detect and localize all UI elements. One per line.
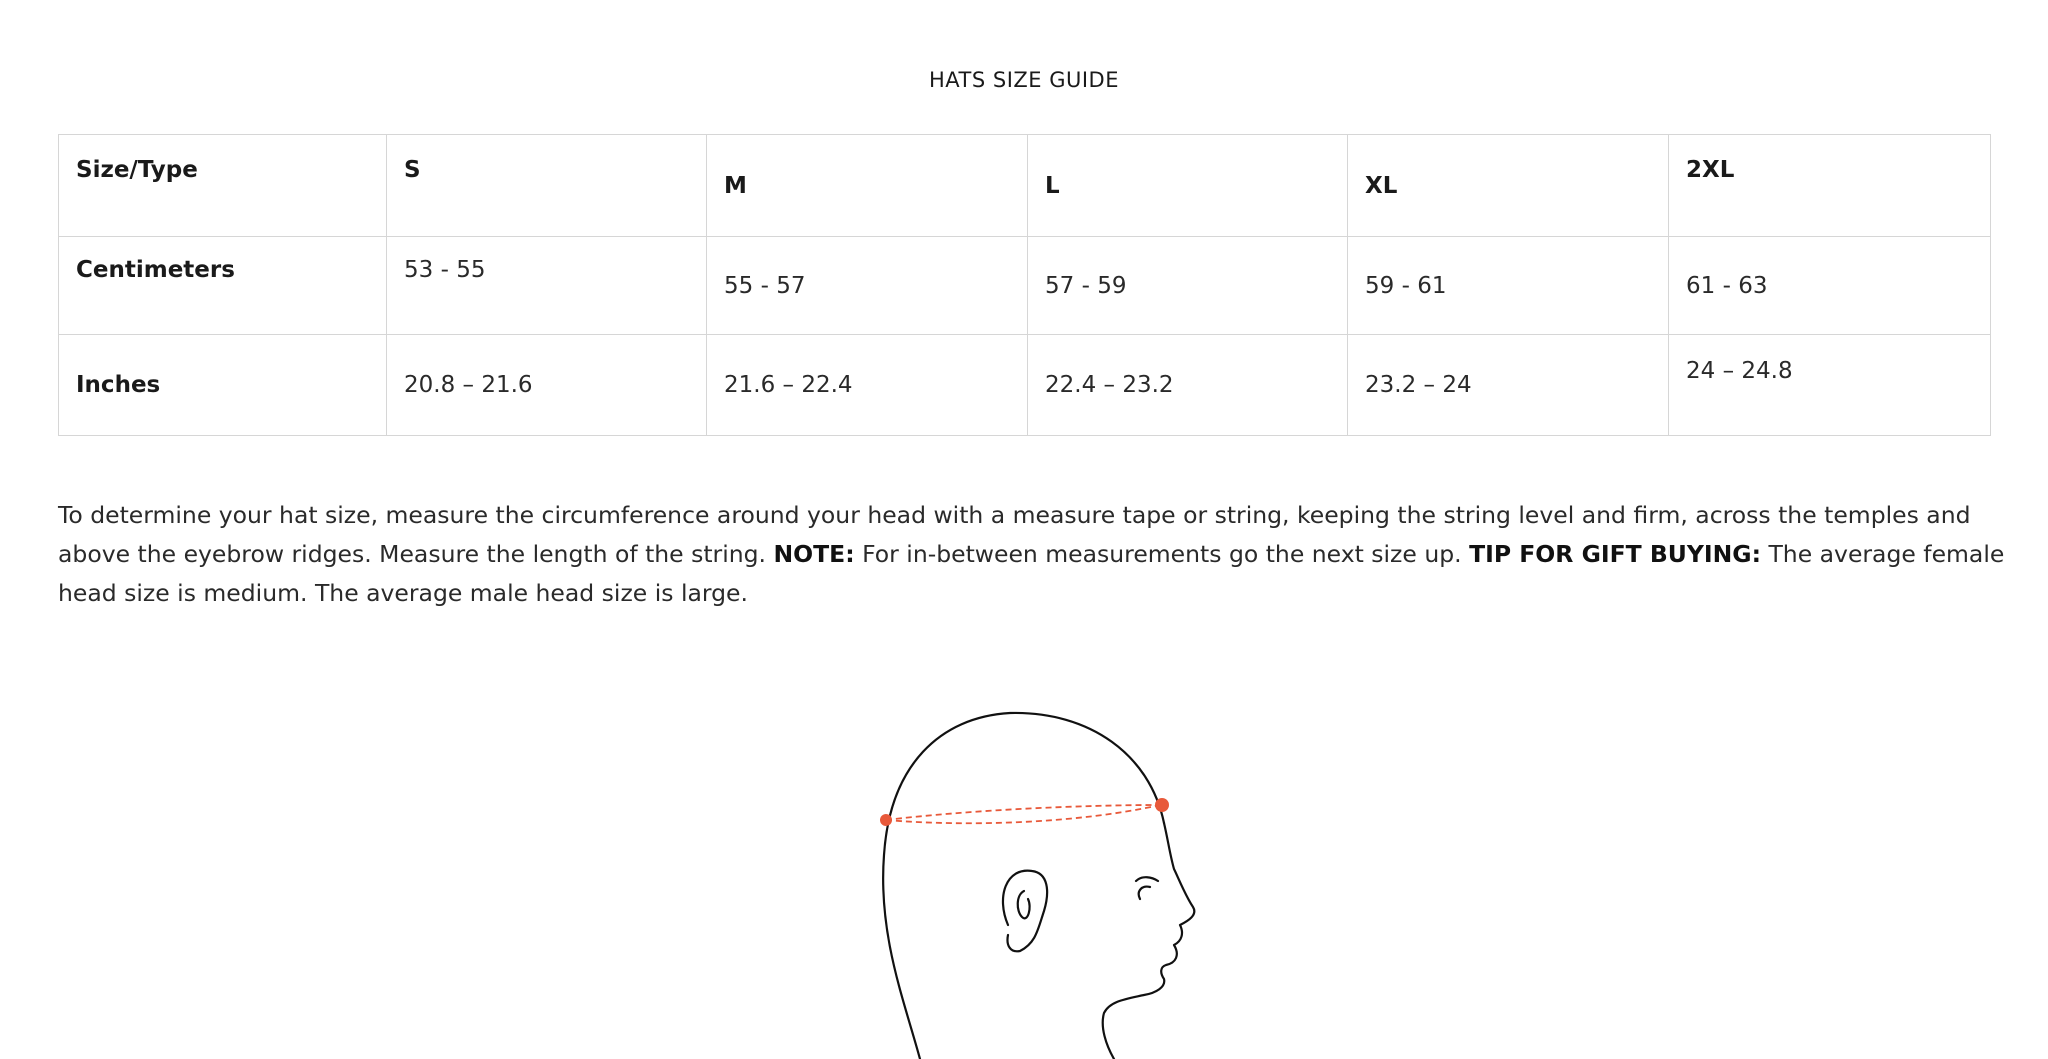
- measuring-instructions: [58, 496, 2008, 613]
- instructions-text-3: The average female head size is medium. The average male head size is large.: [58, 540, 2005, 607]
- table-cell-in-m: 21.6 – 22.4: [707, 335, 1028, 436]
- table-row-inches: [59, 335, 1991, 436]
- face-profile-outline: [1103, 823, 1195, 1059]
- head-outline-back: [883, 713, 1164, 1059]
- table-cell-in-s: 20.8 – 21.6: [387, 335, 707, 436]
- table-cell-in-xl: 23.2 – 24: [1348, 335, 1669, 436]
- table-cell-cm-l: 57 - 59: [1028, 237, 1348, 335]
- table-cell-size-type: Size/Type: [59, 135, 387, 237]
- table-cell-cm-2xl: 61 - 63: [1669, 237, 1991, 335]
- table-cell-size-m: M: [707, 135, 1028, 237]
- table-cell-cm-m: 55 - 57: [707, 237, 1028, 335]
- table-cell-cm-s: 53 - 55: [387, 237, 707, 335]
- measure-point-back: [880, 814, 892, 826]
- instructions-text-1: To determine your hat size, measure the circumference around your head with a measure tape or string, keeping the string level and firm, across the temples and above the eyebrow ridges. Measure the length of the string.: [58, 501, 1971, 568]
- head-profile-measuring-icon: [860, 655, 1200, 1059]
- table-cell-in-l: 22.4 – 23.2: [1028, 335, 1348, 436]
- ear-inner: [1018, 891, 1030, 918]
- table-row-header: [59, 135, 1991, 237]
- page-title: HATS SIZE GUIDE: [929, 68, 1119, 92]
- table-cell-size-2xl: 2XL: [1669, 135, 1991, 237]
- table-cell-size-l: L: [1028, 135, 1348, 237]
- table-cell-inches-label: Inches: [59, 335, 387, 436]
- eye-lid: [1139, 887, 1150, 899]
- measure-point-front: [1155, 798, 1169, 812]
- eye-outline: [1136, 877, 1158, 881]
- tip-label: TIP FOR GIFT BUYING:: [1469, 540, 1761, 568]
- table-cell-centimeters-label: Centimeters: [59, 237, 387, 335]
- instructions-text-2: For in-between measurements go the next size up.: [854, 540, 1470, 568]
- table-row-centimeters: [59, 237, 1991, 335]
- table-cell-size-s: S: [387, 135, 707, 237]
- ear-outline: [1003, 871, 1047, 952]
- table-cell-size-xl: XL: [1348, 135, 1669, 237]
- table-cell-cm-xl: 59 - 61: [1348, 237, 1669, 335]
- measure-line-back: [886, 805, 1160, 823]
- table-cell-in-2xl: 24 – 24.8: [1669, 335, 1991, 436]
- note-label: NOTE:: [773, 540, 855, 568]
- size-table: [58, 134, 1991, 436]
